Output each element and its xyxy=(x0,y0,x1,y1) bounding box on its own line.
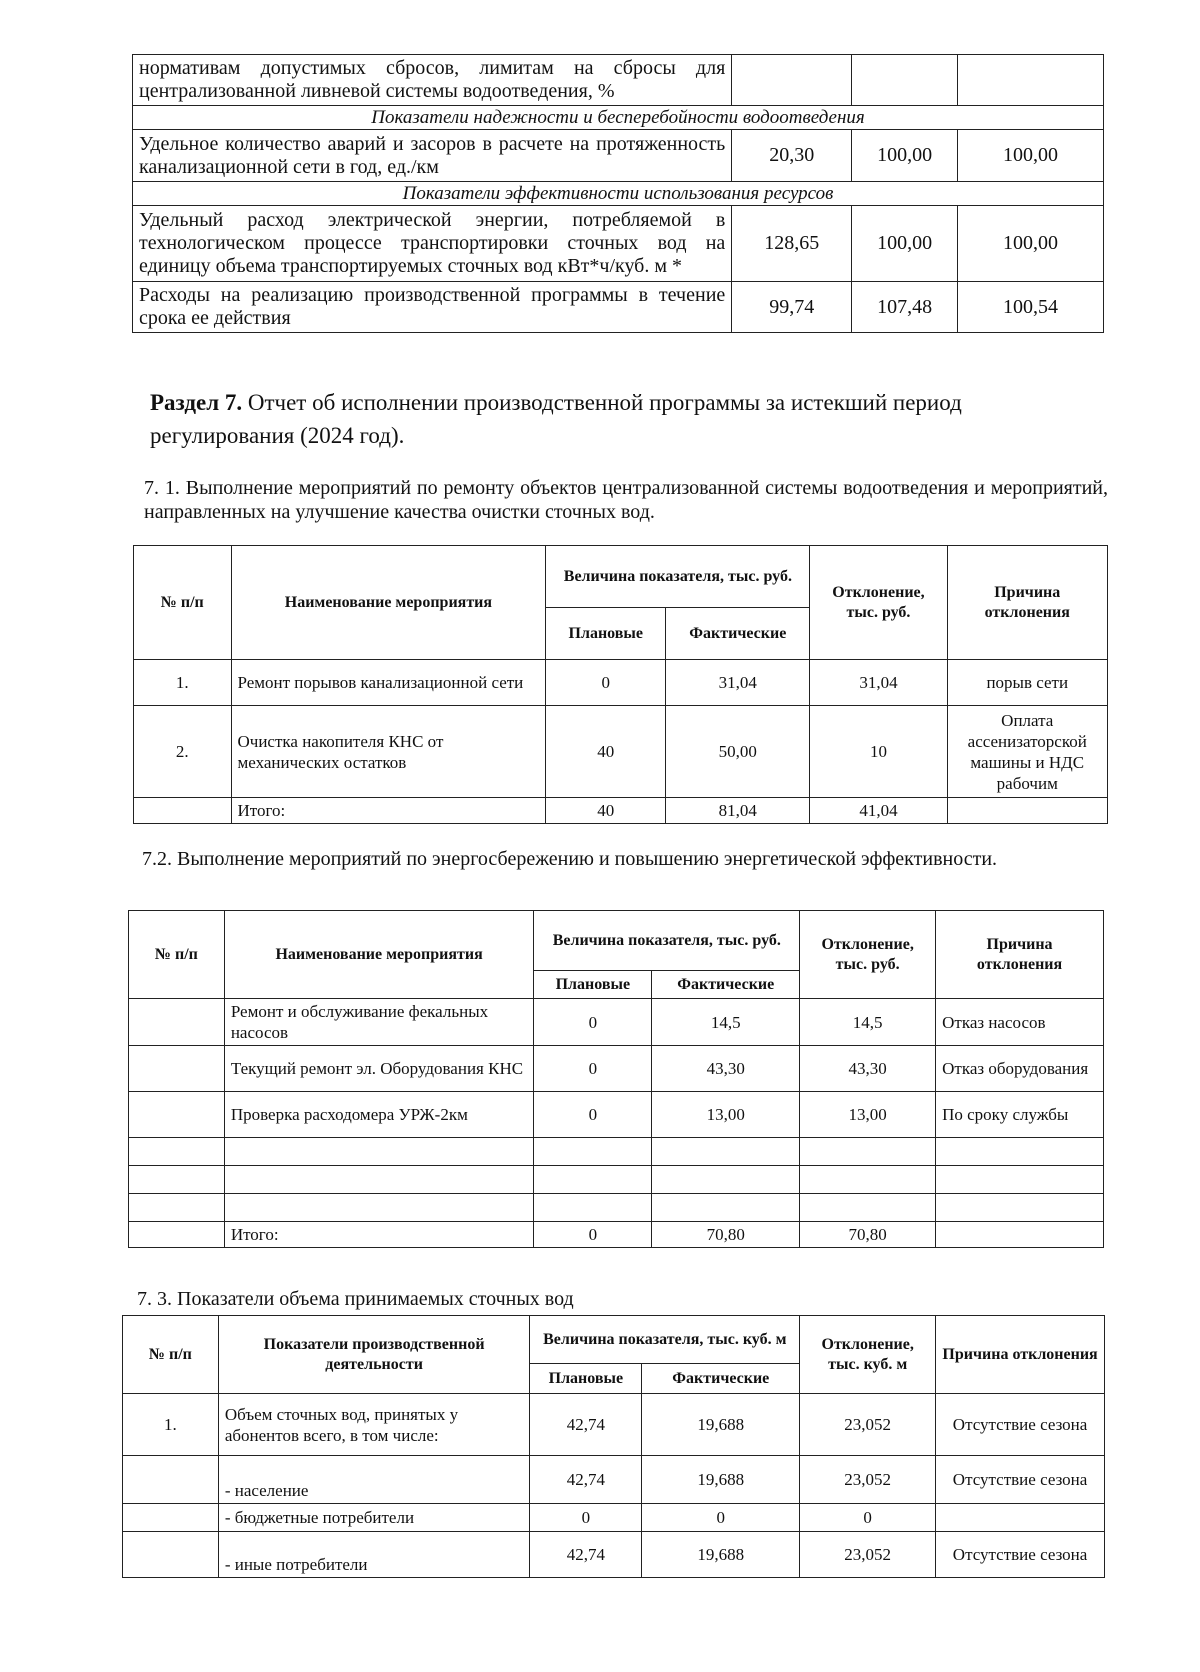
row-name: - иные потребители xyxy=(218,1532,530,1578)
table-row xyxy=(123,1504,1105,1532)
section-title-text: Отчет об исполнении производственной программы за истекший период регулирования (2024 год). xyxy=(150,390,962,448)
energy-saving-table xyxy=(128,910,1104,1248)
row-fact: 19,688 xyxy=(642,1532,800,1578)
indicator-name: Расходы на реализацию производственной программы в течение срока ее действия xyxy=(133,282,732,333)
row-plan: 0 xyxy=(546,660,666,706)
table-row xyxy=(123,1532,1105,1578)
row-reason: порыв сети xyxy=(947,660,1107,706)
indicator-name: Удельное количество аварий и засоров в расчете на протяженность канализационной сети в год, ед./км xyxy=(133,130,732,182)
row-reason: Отсутствие сезона xyxy=(936,1456,1105,1504)
indicator-value xyxy=(958,55,1104,106)
total-fact: 70,80 xyxy=(652,1222,800,1248)
row-deviation: 23,052 xyxy=(800,1394,936,1456)
row-plan: 0 xyxy=(534,999,652,1046)
total-deviation: 70,80 xyxy=(800,1222,936,1248)
row-no: 1. xyxy=(134,660,232,706)
row-no xyxy=(123,1532,219,1578)
table-row xyxy=(133,282,1104,333)
row-plan: 42,74 xyxy=(530,1456,642,1504)
header-deviation: Отклонение, тыс. куб. м xyxy=(800,1316,936,1394)
row-reason xyxy=(936,1504,1105,1532)
row-deviation: 23,052 xyxy=(800,1456,936,1504)
row-fact: 0 xyxy=(642,1504,800,1532)
row-name: Ремонт и обслуживание фекальных насосов xyxy=(224,999,534,1046)
indicator-value: 107,48 xyxy=(852,282,958,333)
total-fact: 81,04 xyxy=(666,798,810,824)
total-label: Итого: xyxy=(231,798,546,824)
header-value: Величина показателя, тыс. руб. xyxy=(546,546,810,608)
header-deviation: Отклонение, тыс. руб. xyxy=(810,546,947,660)
table-row xyxy=(134,706,1108,798)
indicator-name: Удельный расход электрической энергии, потребляемой в технологическом процессе транспортировки сточных вод на единицу объема транспортируемых сточных вод кВт*ч/куб. м * xyxy=(133,206,732,282)
header-value: Величина показателя, тыс. руб. xyxy=(534,911,800,971)
table-row xyxy=(133,130,1104,182)
header-name: Наименование мероприятия xyxy=(224,911,534,999)
table-row xyxy=(129,999,1104,1046)
empty-row xyxy=(129,1138,1104,1166)
header-name: Показатели производственной деятельности xyxy=(218,1316,530,1394)
row-plan: 0 xyxy=(530,1504,642,1532)
row-name: Объем сточных вод, принятых у абонентов всего, в том числе: xyxy=(218,1394,530,1456)
table-row xyxy=(129,1046,1104,1092)
row-reason: Отказ оборудования xyxy=(936,1046,1104,1092)
row-name: Текущий ремонт эл. Оборудования КНС xyxy=(224,1046,534,1092)
indicator-name: нормативам допустимых сбросов, лимитам на сбросы для централизованной ливневой системы водоотведения, % xyxy=(133,55,732,106)
row-reason: Отсутствие сезона xyxy=(936,1394,1105,1456)
header-fact: Фактические xyxy=(666,608,810,660)
indicator-value: 100,00 xyxy=(852,206,958,282)
table-row xyxy=(133,206,1104,282)
row-fact: 13,00 xyxy=(652,1092,800,1138)
empty-row xyxy=(129,1194,1104,1222)
header-plan: Плановые xyxy=(534,971,652,999)
row-fact: 31,04 xyxy=(666,660,810,706)
indicator-value xyxy=(732,55,852,106)
total-row xyxy=(129,1222,1104,1248)
indicator-value: 100,54 xyxy=(958,282,1104,333)
section-title: Показатели эффективности использования ресурсов xyxy=(133,182,1104,206)
indicator-value: 100,00 xyxy=(852,130,958,182)
indicator-value: 100,00 xyxy=(958,130,1104,182)
row-no xyxy=(123,1504,219,1532)
header-deviation: Отклонение, тыс. руб. xyxy=(800,911,936,999)
table-row xyxy=(123,1394,1105,1456)
row-no: 2. xyxy=(134,706,232,798)
table-row xyxy=(134,660,1108,706)
repair-measures-table xyxy=(133,545,1108,824)
row-name: - население xyxy=(218,1456,530,1504)
row-reason: Отказ насосов xyxy=(936,999,1104,1046)
row-deviation: 0 xyxy=(800,1504,936,1532)
section-heading xyxy=(150,386,1108,452)
header-reason: Причина отклонения xyxy=(936,911,1104,999)
row-name: Очистка накопителя КНС от механических остатков xyxy=(231,706,546,798)
row-plan: 42,74 xyxy=(530,1394,642,1456)
row-deviation: 43,30 xyxy=(800,1046,936,1092)
total-deviation: 41,04 xyxy=(810,798,947,824)
row-no: 1. xyxy=(123,1394,219,1456)
row-deviation: 31,04 xyxy=(810,660,947,706)
header-reason: Причина отклонения xyxy=(947,546,1107,660)
row-reason: Оплата ассенизаторской машины и НДС рабочим xyxy=(947,706,1107,798)
header-value: Величина показателя, тыс. куб. м xyxy=(530,1316,800,1364)
indicator-value xyxy=(852,55,958,106)
row-plan: 0 xyxy=(534,1046,652,1092)
paragraph-7-1: 7. 1. Выполнение мероприятий по ремонту объектов централизованной системы водоотведения и мероприятий, направленных на улучшение качества очистки сточных вод. xyxy=(144,477,1108,523)
row-name: - бюджетные потребители xyxy=(218,1504,530,1532)
header-no: № п/п xyxy=(123,1316,219,1394)
section-number: Раздел 7. xyxy=(150,390,243,415)
header-plan: Плановые xyxy=(546,608,666,660)
section-title: Показатели надежности и бесперебойности водоотведения xyxy=(133,106,1104,130)
row-fact: 19,688 xyxy=(642,1456,800,1504)
table-row xyxy=(123,1456,1105,1504)
paragraph-7-2: 7.2. Выполнение мероприятий по энергосбережению и повышению энергетической эффективности. xyxy=(142,848,998,870)
total-label: Итого: xyxy=(224,1222,534,1248)
header-name: Наименование мероприятия xyxy=(231,546,546,660)
total-row xyxy=(134,798,1108,824)
row-name: Проверка расходомера УРЖ-2км xyxy=(224,1092,534,1138)
row-fact: 19,688 xyxy=(642,1394,800,1456)
header-fact: Фактические xyxy=(652,971,800,999)
indicators-table xyxy=(132,54,1104,333)
header-no: № п/п xyxy=(129,911,225,999)
row-plan: 40 xyxy=(546,706,666,798)
total-plan: 0 xyxy=(534,1222,652,1248)
wastewater-volume-table xyxy=(122,1315,1105,1578)
table-row xyxy=(133,55,1104,106)
row-deviation: 23,052 xyxy=(800,1532,936,1578)
header-fact: Фактические xyxy=(642,1364,800,1394)
row-fact: 14,5 xyxy=(652,999,800,1046)
empty-row xyxy=(129,1166,1104,1194)
row-reason: Отсутствие сезона xyxy=(936,1532,1105,1578)
row-fact: 43,30 xyxy=(652,1046,800,1092)
row-plan: 42,74 xyxy=(530,1532,642,1578)
row-no xyxy=(123,1456,219,1504)
row-name: Ремонт порывов канализационной сети xyxy=(231,660,546,706)
indicator-value: 100,00 xyxy=(958,206,1104,282)
indicator-value: 128,65 xyxy=(732,206,852,282)
row-plan: 0 xyxy=(534,1092,652,1138)
row-fact: 50,00 xyxy=(666,706,810,798)
header-plan: Плановые xyxy=(530,1364,642,1394)
total-plan: 40 xyxy=(546,798,666,824)
row-deviation: 10 xyxy=(810,706,947,798)
header-no: № п/п xyxy=(134,546,232,660)
row-reason: По сроку службы xyxy=(936,1092,1104,1138)
row-deviation: 13,00 xyxy=(800,1092,936,1138)
row-deviation: 14,5 xyxy=(800,999,936,1046)
indicator-value: 99,74 xyxy=(732,282,852,333)
table-row xyxy=(129,1092,1104,1138)
indicator-value: 20,30 xyxy=(732,130,852,182)
header-reason: Причина отклонения xyxy=(936,1316,1105,1394)
paragraph-7-3: 7. 3. Показатели объема принимаемых сточных вод xyxy=(137,1288,574,1310)
